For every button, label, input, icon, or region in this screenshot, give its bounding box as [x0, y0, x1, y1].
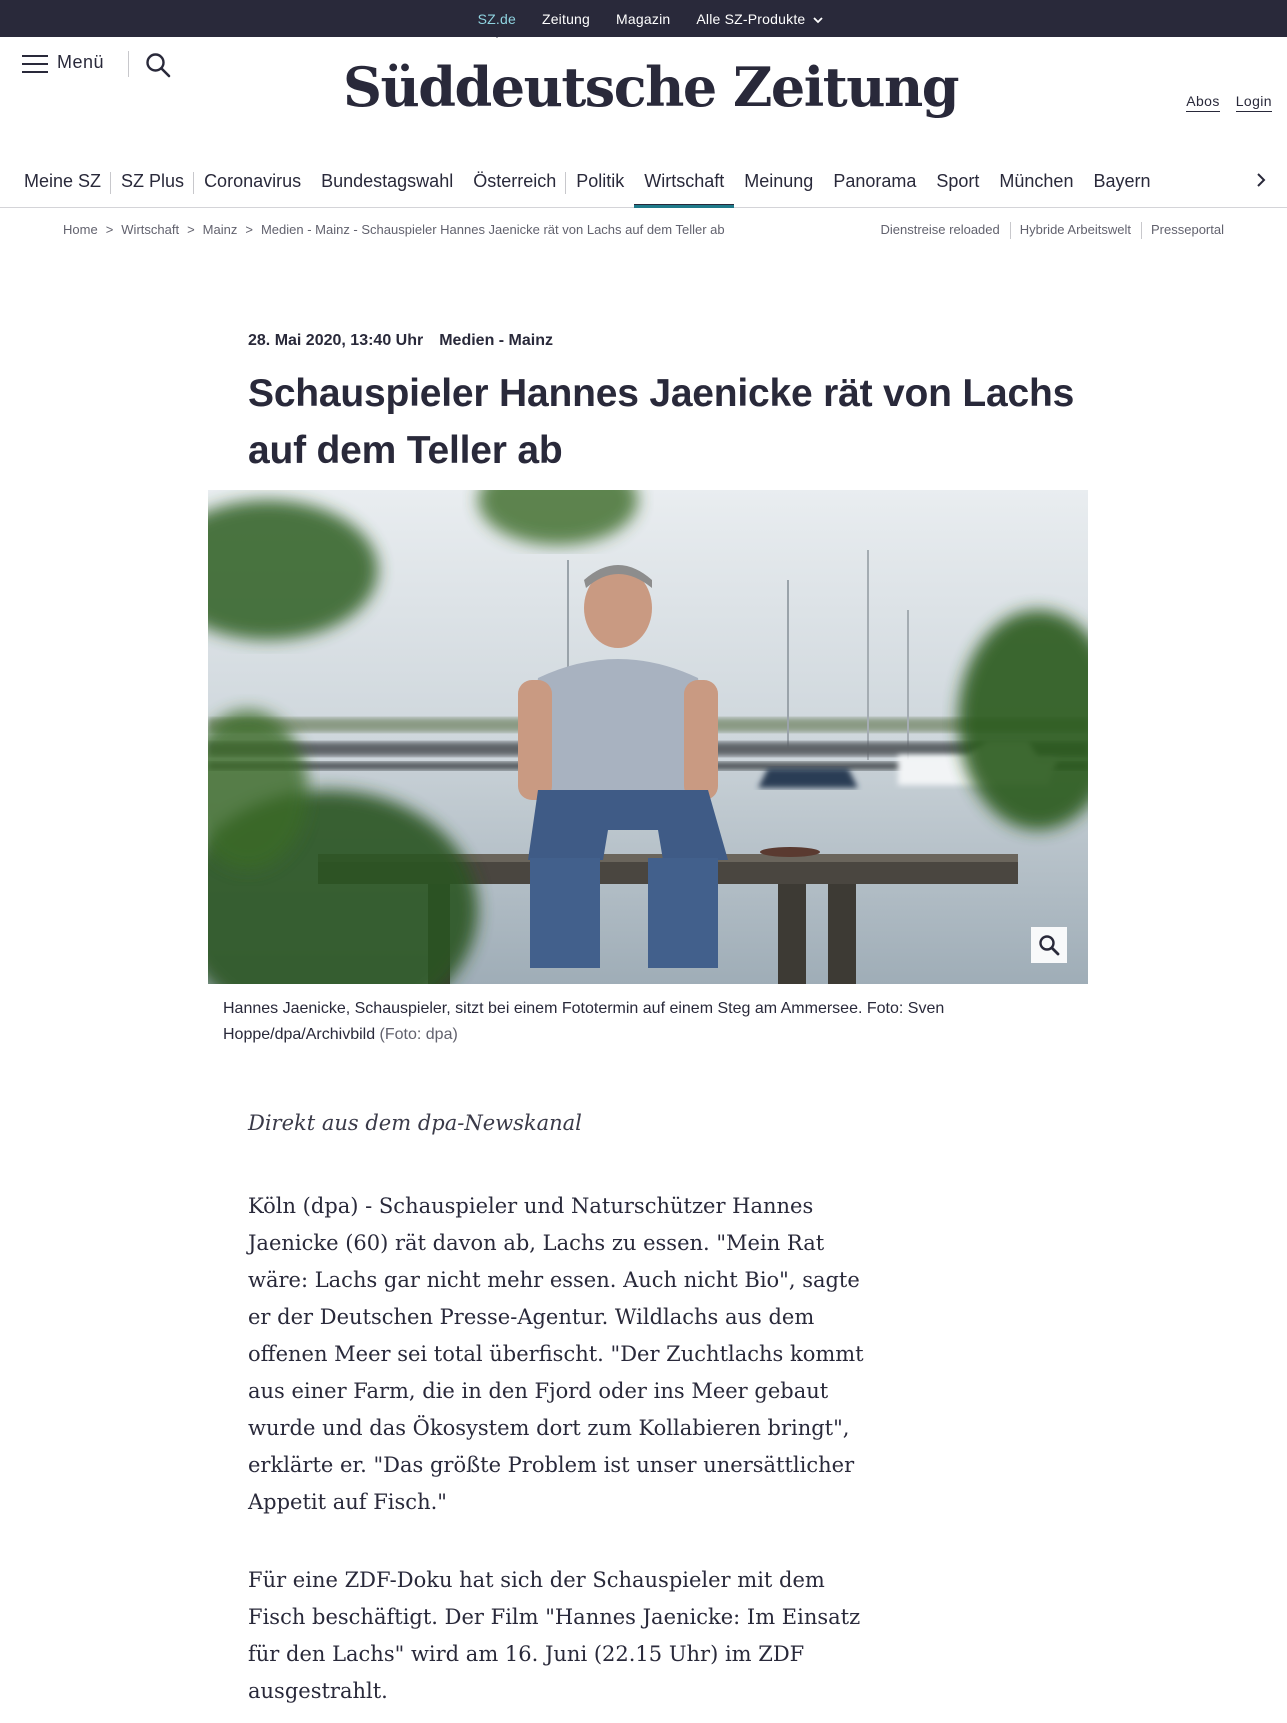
article-paragraph: Für eine ZDF-Doku hat sich der Schauspieler mit dem Fisch beschäftigt. Der Film "Hannes Jaenicke: Im Einsatz für den Lachs" wird am 16. Juni (22.15 Uhr) im ZDF ausgestrahlt. [248, 1568, 861, 1703]
breadcrumb-separator: > [105, 222, 114, 237]
article-paragraph: Köln (dpa) - Schauspieler und Naturschützer Hannes Jaenicke (60) rät davon ab, Lachs zu essen. "Mein Rat wäre: Lachs gar nicht mehr essen. Auch nicht Bio", sagte er der Deutschen Presse-Agentur. Wildlachs aus dem offenen Meer sei total überfischt. "Der Zuchtlachs kommt aus einer Farm, die in den Fjord oder ins Meer gebaut wurde und das Ökosystem dort zum Kollabieren bringt", erklärte er. "Das größte Problem ist unser unersättlicher Appetit auf Fisch." [248, 1194, 864, 1514]
side-link-dienstreise[interactable]: Dienstreise reloaded [880, 222, 1000, 237]
article-headline: Schauspieler Hannes Jaenicke rät von Lachs auf dem Teller ab [248, 372, 1075, 472]
nav-item-wirtschaft-label: Wirtschaft [644, 171, 725, 191]
photo-caption [223, 996, 1003, 1048]
article-meta [248, 332, 553, 350]
side-link-presseportal[interactable]: Presseportal [1141, 222, 1234, 237]
account-links [1186, 93, 1272, 112]
photo-credit: (Foto: dpa) [379, 1026, 458, 1043]
active-indicator [634, 205, 734, 208]
breadcrumb-separator: > [245, 222, 253, 237]
topbar-link-alle-produkte[interactable] [696, 11, 823, 27]
top-bar [0, 0, 1287, 37]
site-logo[interactable]: Süddeutsche Zeitung [342, 55, 959, 119]
topbar-link-sz[interactable]: SZ.de [477, 10, 516, 27]
topbar-link-zeitung[interactable]: Zeitung [541, 10, 591, 27]
article-date: 28. Mai 2020, 13:40 Uhr [248, 332, 424, 349]
nav-item-sport[interactable]: Sport [936, 171, 980, 191]
nav-item-panorama[interactable]: Panorama [833, 171, 917, 191]
nav-items [14, 156, 1161, 207]
side-link-hybride-arbeitswelt[interactable]: Hybride Arbeitswelt [1010, 222, 1141, 237]
login-link[interactable]: Login [1236, 93, 1272, 112]
menu-label: Menü [57, 52, 105, 72]
breadcrumb-home[interactable]: Home [63, 222, 98, 237]
article-photo[interactable] [208, 490, 1088, 984]
nav-item-oesterreich[interactable]: Österreich [463, 156, 566, 207]
zoom-icon[interactable] [1031, 927, 1067, 963]
article-section: Medien - Mainz [439, 332, 553, 349]
nav-item-wirtschaft[interactable] [634, 156, 734, 207]
breadcrumb-separator: > [187, 222, 195, 237]
breadcrumb [63, 222, 725, 237]
top-bar-links [0, 0, 1287, 37]
nav-item-sz-plus[interactable]: SZ Plus [111, 156, 194, 207]
nav-item-politik[interactable]: Politik [576, 171, 625, 191]
breadcrumb-mainz[interactable]: Mainz [202, 222, 238, 237]
main-navigation [0, 156, 1287, 208]
topbar-link-alle-produkte-label: Alle SZ-Produkte [696, 10, 806, 27]
chevron-down-icon [813, 13, 823, 27]
breadcrumb-current: Medien - Mainz - Schauspieler Hannes Jaenicke rät von Lachs auf dem Teller ab [260, 222, 725, 237]
chevron-right-icon[interactable] [1249, 168, 1273, 192]
abos-link[interactable]: Abos [1186, 93, 1220, 112]
nav-item-bayern[interactable]: Bayern [1093, 171, 1151, 191]
side-links [871, 222, 1235, 237]
breadcrumb-wirtschaft[interactable]: Wirtschaft [121, 222, 180, 237]
photo-caption-text: Hannes Jaenicke, Schauspieler, sitzt bei einem Fototermin auf einem Steg am Ammersee. Foto: Sven Hoppe/dpa/Archivbild [223, 1000, 945, 1043]
nav-item-muenchen[interactable]: München [999, 171, 1074, 191]
photo-scene [208, 490, 1088, 984]
nav-item-meinung[interactable]: Meinung [744, 171, 814, 191]
nav-item-bundestagswahl[interactable]: Bundestagswahl [321, 171, 454, 191]
article-lead: Direkt aus dem dpa-Newskanal [248, 1111, 582, 1135]
nav-item-coronavirus[interactable]: Coronavirus [204, 171, 302, 191]
topbar-link-magazin[interactable]: Magazin [616, 10, 671, 27]
nav-item-meine-sz[interactable]: Meine SZ [14, 156, 111, 207]
